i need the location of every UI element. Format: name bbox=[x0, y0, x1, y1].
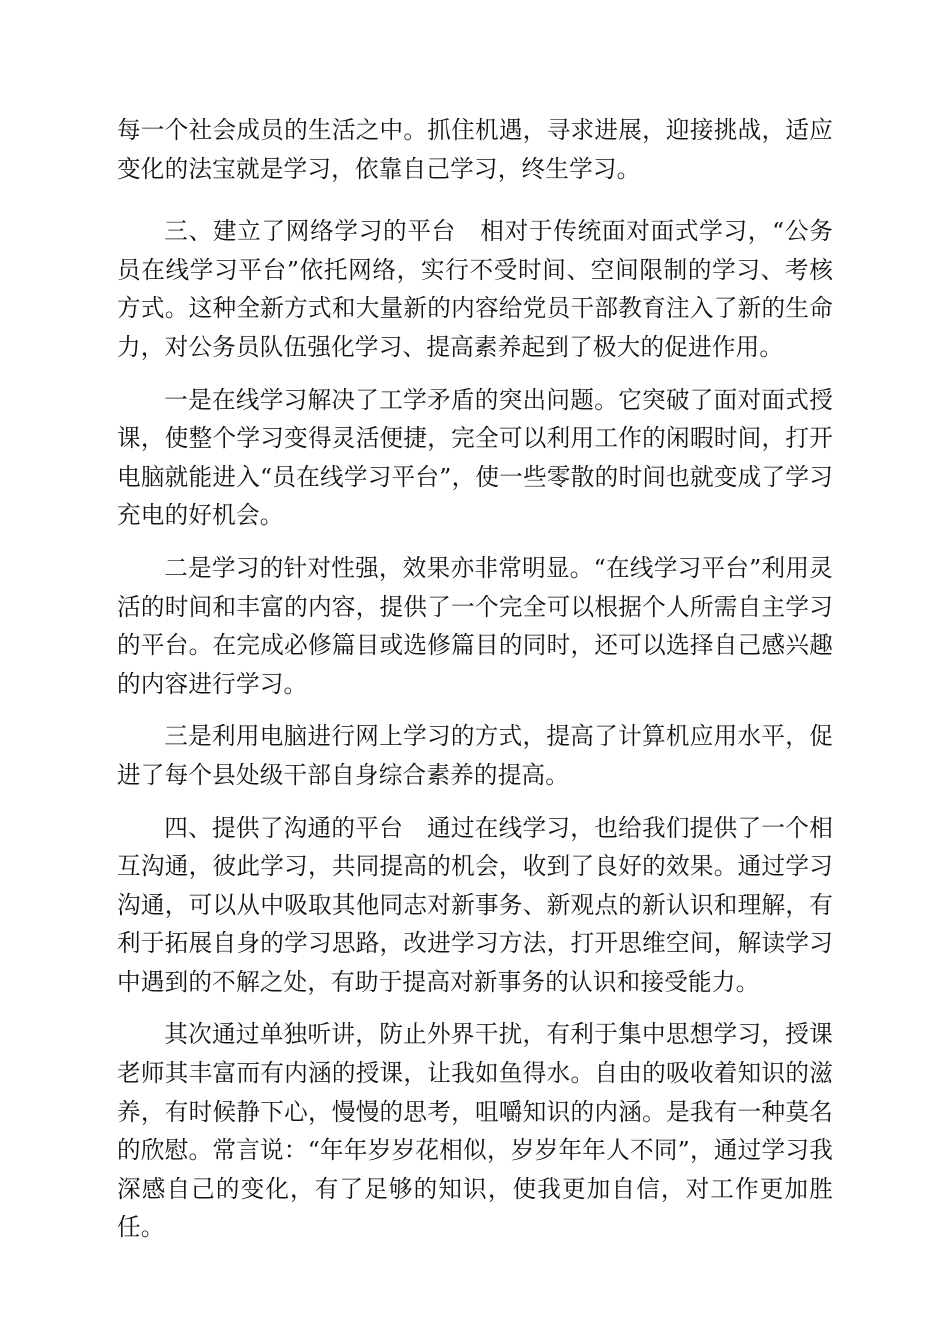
paragraph-continuation: 每一个社会成员的生活之中。抓住机遇，寻求进展，迎接挑战，适应变化的法宝就是学习，依靠自己学习，终生学习。 bbox=[117, 116, 833, 183]
paragraph-point-three: 三是利用电脑进行网上学习的方式，提高了计算机应用水平，促进了每个县处级干部自身综合素养的提高。 bbox=[117, 722, 833, 789]
document-body bbox=[117, 111, 833, 1261]
paragraph-section-three: 三、建立了网络学习的平台 相对于传统面对面式学习，“公务员在线学习平台”依托网络，实行不受时间、空间限制的学习、考核方式。这种全新方式和大量新的内容给党员干部教育注入了新的生命力，对公务员队伍强化学习、提高素养起到了极大的促进作用。 bbox=[117, 217, 833, 361]
paragraph-section-four: 四、提供了沟通的平台 通过在线学习，也给我们提供了一个相互沟通，彼此学习，共同提高的机会，收到了良好的效果。通过学习沟通，可以从中吸取其他同志对新事务、新观点的新认识和理解，有利于拓展自身的学习思路，改进学习方法，打开思维空间，解读学习中遇到的不解之处，有助于提高对新事务的认识和接受能力。 bbox=[117, 813, 833, 996]
paragraph-secondly: 其次通过单独听讲，防止外界干扰，有利于集中思想学习，授课老师其丰富而有内涵的授课，让我如鱼得水。自由的吸收着知识的滋养，有时候静下心，慢慢的思考，咀嚼知识的内涵。是我有一种莫名的欣慰。常言说：“年年岁岁花相似，岁岁年年人不同”，通过学习我深感自己的变化，有了足够的知识，使我更加自信，对工作更加胜任。 bbox=[117, 1020, 833, 1242]
paragraph-point-two: 二是学习的针对性强，效果亦非常明显。“在线学习平台”利用灵活的时间和丰富的内容，提供了一个完全可以根据个人所需自主学习的平台。在完成必修篇目或选修篇目的同时，还可以选择自己感兴趣的内容进行学习。 bbox=[117, 553, 833, 698]
paragraph-point-one: 一是在线学习解决了工学矛盾的突出问题。它突破了面对面式授课，使整个学习变得灵活便捷，完全可以利用工作的闲暇时间，打开电脑就能进入“员在线学习平台”，使一些零散的时间也就变成了学习充电的好机会。 bbox=[117, 385, 833, 530]
